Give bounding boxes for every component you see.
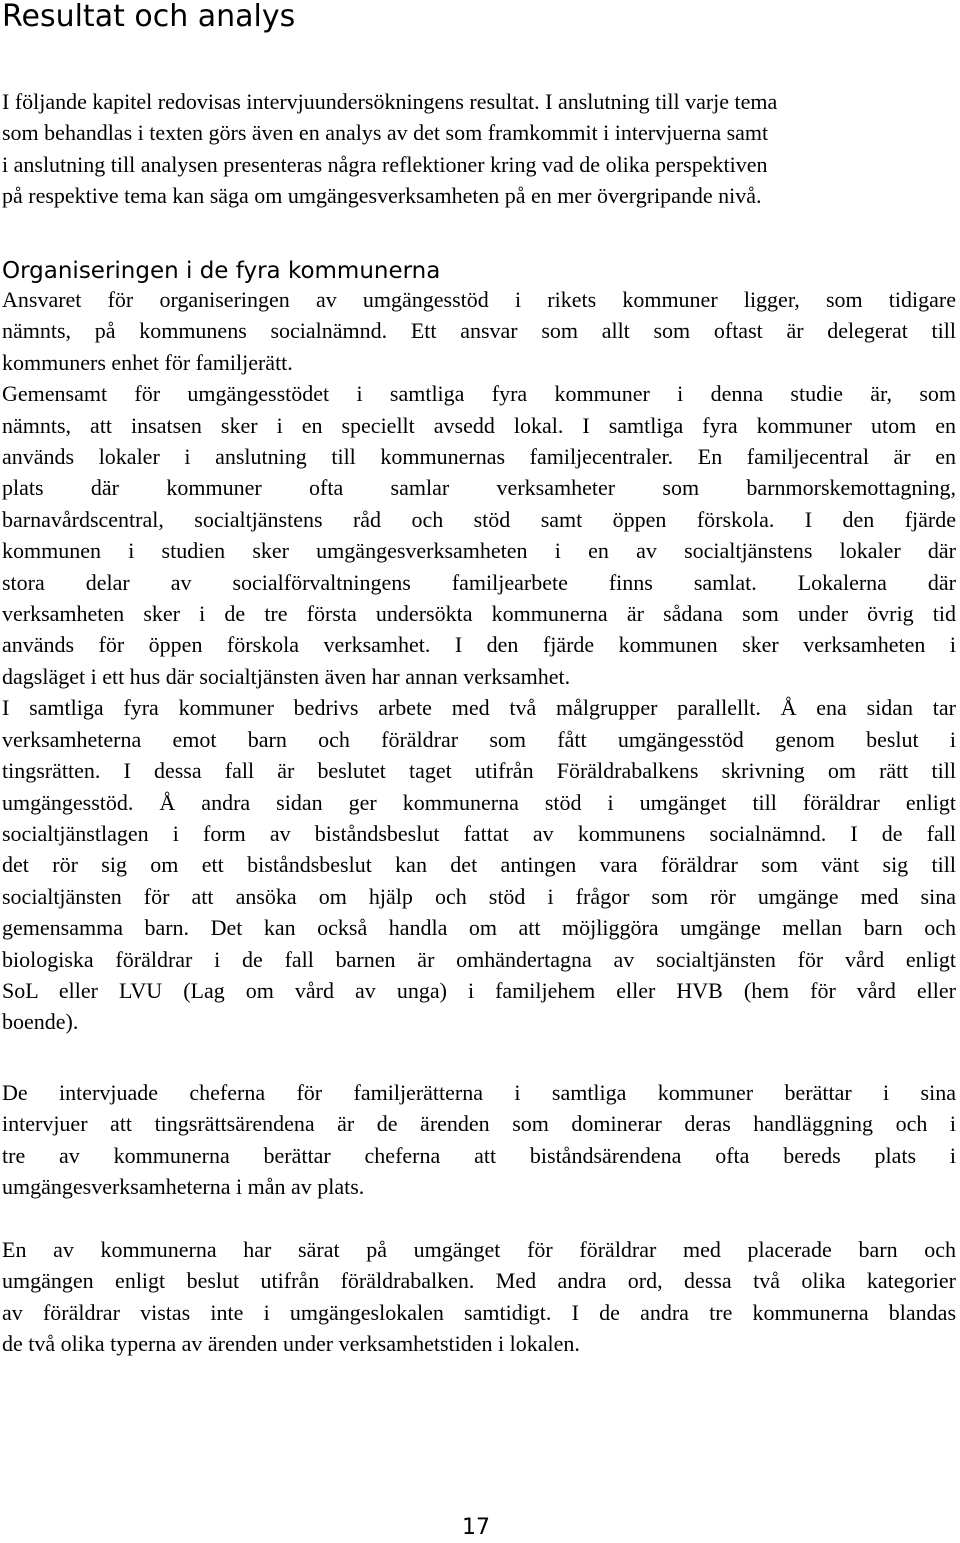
- body-line: kommunen i studien sker umgängesverksamheten i en av socialtjänstens lokaler där: [2, 538, 956, 564]
- intro-paragraph: [2, 86, 777, 212]
- chefs-paragraph: [2, 1077, 956, 1203]
- intro-line: I följande kapitel redovisas intervjuundersökningens resultat. I anslutning till varje tema: [2, 89, 778, 114]
- body-line: av föräldrar vistas inte i umgängeslokalen samtidigt. I de andra tre kommunerna blandas: [2, 1299, 956, 1325]
- body-line: gemensamma barn. Det kan också handla om att möjliggöra umgänge mellan barn och: [2, 915, 956, 941]
- body-line: socialtjänstlagen i form av biståndsbeslut fattat av kommunens socialnämnd. I de fall: [2, 820, 956, 846]
- body-line: verksamheten sker i de tre första undersökta kommunerna är sådana som under övrig tid: [2, 601, 956, 627]
- body-line: SoL eller LVU (Lag om vård av unga) i familjehem eller HVB (hem för vård eller: [2, 977, 956, 1003]
- page-number: 17: [462, 1515, 490, 1540]
- body-line: socialtjänsten för att ansöka om hjälp och stöd i frågor som rör umgänge med sina: [2, 883, 956, 909]
- body-line: de två olika typerna av ärenden under verksamhetstiden i lokalen.: [2, 1331, 580, 1357]
- intro-line: i anslutning till analysen presenteras några reflektioner kring vad de olika perspektiven: [2, 151, 768, 177]
- body-line: nämnts, att insatsen sker i en speciellt avsedd lokal. I samtliga fyra kommuner utom en: [2, 412, 956, 438]
- body-line: verksamheterna emot barn och föräldrar som fått umgängesstöd genom beslut i: [2, 726, 956, 752]
- body-line: plats där kommuner ofta samlar verksamheter som barnmorskemottagning,: [2, 475, 956, 501]
- body-line: umgängesstöd. Å andra sidan ger kommunerna stöd i umgänget till föräldrar enligt: [2, 789, 956, 815]
- body-line: kommuners enhet för familjerätt.: [2, 349, 293, 375]
- body-line: dagsläget i ett hus där socialtjänsten även har annan verksamhet.: [2, 663, 571, 689]
- body-line: De intervjuade cheferna för familjerätterna i samtliga kommuner berättar i sina: [2, 1080, 956, 1105]
- body-line: biologiska föräldrar i de fall barnen är omhändertagna av socialtjänsten för vård enligt: [2, 946, 956, 972]
- body-line: En av kommunerna har särat på umgänget för föräldrar med placerade barn och: [2, 1237, 956, 1262]
- body-line: tre av kommunerna berättar cheferna att biståndsärendena ofta bereds plats i: [2, 1142, 956, 1168]
- body-line: tingsrätten. I dessa fall är beslutet taget utifrån Föräldrabalkens skrivning om rätt till: [2, 758, 956, 784]
- body-line: umgängesverksamheterna i mån av plats.: [2, 1174, 365, 1200]
- body-line: barnavårdscentral, socialtjänstens råd och stöd samt öppen förskola. I den fjärde: [2, 506, 956, 532]
- body-line: det rör sig om ett biståndsbeslut kan det antingen vara föräldrar som vänt sig till: [2, 852, 956, 878]
- body-line: intervjuer att tingsrättsärendena är de ärenden som dominerar deras handläggning och i: [2, 1111, 956, 1137]
- page-title: Resultat och analys: [2, 0, 296, 34]
- body-line: används lokaler i anslutning till kommunernas familjecentraler. En familjecentral är en: [2, 444, 956, 470]
- body-line: stora delar av socialförvaltningens familjearbete finns samlat. Lokalerna där: [2, 569, 956, 595]
- intro-line: som behandlas i texten görs även en analys av det som framkommit i intervjuerna samt: [2, 120, 769, 146]
- body-line: används för öppen förskola verksamhet. I den fjärde kommunen sker verksamheten i: [2, 632, 956, 658]
- intro-line: på respektive tema kan säga om umgängesverksamheten på en mer övergripande nivå.: [2, 183, 762, 209]
- body-line: umgängen enligt beslut utifrån föräldrabalken. Med andra ord, dessa två olika kategorier: [2, 1268, 956, 1294]
- body-line: Ansvaret för organiseringen av umgängesstöd i rikets kommuner ligger, som tidigare: [2, 287, 956, 312]
- body-line: Gemensamt för umgängesstödet i samtliga fyra kommuner i denna studie är, som: [2, 381, 956, 407]
- body-line: nämnts, på kommunens socialnämnd. Ett ansvar som allt som oftast är delegerat till: [2, 318, 956, 344]
- body-line: I samtliga fyra kommuner bedrivs arbete med två målgrupper parallellt. Å ena sidan tar: [2, 695, 956, 721]
- section-heading: Organiseringen i de fyra kommunerna: [2, 258, 441, 284]
- section-body: [2, 284, 956, 1038]
- separation-paragraph: [2, 1234, 956, 1360]
- body-line: boende).: [2, 1009, 79, 1035]
